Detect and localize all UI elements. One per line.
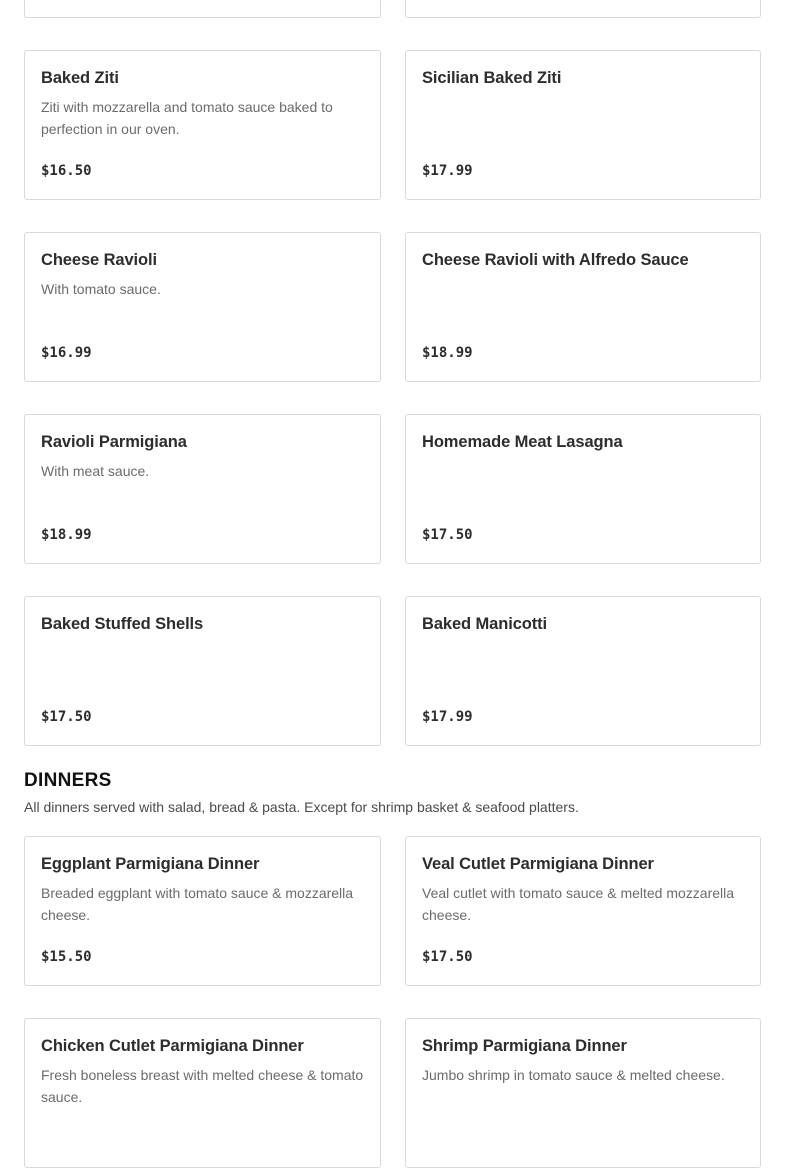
- menu-item-card[interactable]: [24, 50, 381, 200]
- menu-item-card[interactable]: [405, 414, 761, 564]
- menu-item-name: Shrimp Parmigiana Dinner: [422, 1037, 627, 1055]
- menu-item-card[interactable]: [405, 1018, 761, 1168]
- menu-item-name: Sicilian Baked Ziti: [422, 69, 562, 87]
- menu-item-card-partial[interactable]: [405, 0, 761, 18]
- menu-item-description: Veal cutlet with tomato sauce & melted mozzarella cheese.: [422, 885, 735, 923]
- menu-item-description: With tomato sauce.: [41, 281, 161, 297]
- menu-item-card[interactable]: [24, 1018, 381, 1168]
- menu-item-price: $17.99: [422, 709, 473, 725]
- menu-item-card[interactable]: [405, 50, 761, 200]
- menu-item-name: Eggplant Parmigiana Dinner: [41, 855, 260, 873]
- menu-item-description: Ziti with mozzarella and tomato sauce baked to perfection in our oven.: [41, 99, 333, 137]
- menu-item-price: $17.99: [422, 163, 473, 179]
- menu-item-card[interactable]: [24, 836, 381, 986]
- menu-item-description: Breaded eggplant with tomato sauce & mozzarella cheese.: [41, 885, 354, 923]
- menu-item-name: Ravioli Parmigiana: [41, 433, 187, 451]
- menu-item-price: $17.50: [41, 709, 92, 725]
- menu-item-name: Baked Stuffed Shells: [41, 615, 204, 633]
- menu-item-name: Cheese Ravioli with Alfredo Sauce: [422, 251, 689, 269]
- menu-item-card[interactable]: [405, 232, 761, 382]
- menu-item-description: With meat sauce.: [41, 463, 150, 479]
- menu-item-card[interactable]: [405, 596, 761, 746]
- menu-item-price: $16.99: [41, 345, 92, 361]
- menu-item-price: $16.50: [41, 163, 92, 179]
- menu-item-price: $18.99: [422, 345, 473, 361]
- menu-item-price: $15.50: [41, 949, 92, 965]
- menu-item-card[interactable]: [24, 414, 381, 564]
- menu-item-description: Jumbo shrimp in tomato sauce & melted cheese.: [422, 1067, 725, 1083]
- menu-item-price: $18.99: [41, 527, 92, 543]
- menu-item-name: Baked Manicotti: [422, 615, 548, 633]
- menu-item-name: Cheese Ravioli: [41, 251, 157, 269]
- menu-item-name: Homemade Meat Lasagna: [422, 433, 623, 451]
- menu-item-card[interactable]: [405, 836, 761, 986]
- menu-item-description: Fresh boneless breast with melted cheese & tomato sauce.: [41, 1067, 364, 1105]
- section-description: All dinners served with salad, bread & pasta. Except for shrimp basket & seafood platters.: [24, 799, 579, 815]
- menu-item-price: $17.50: [422, 949, 473, 965]
- menu-item-name: Chicken Cutlet Parmigiana Dinner: [41, 1037, 304, 1055]
- section-title: DINNERS: [24, 770, 112, 791]
- menu-item-card-partial[interactable]: [24, 0, 381, 18]
- menu-item-card[interactable]: [24, 232, 381, 382]
- menu-item-name: Baked Ziti: [41, 69, 119, 87]
- menu-item-name: Veal Cutlet Parmigiana Dinner: [422, 855, 654, 873]
- menu-item-price: $17.50: [422, 527, 473, 543]
- menu-item-card[interactable]: [24, 596, 381, 746]
